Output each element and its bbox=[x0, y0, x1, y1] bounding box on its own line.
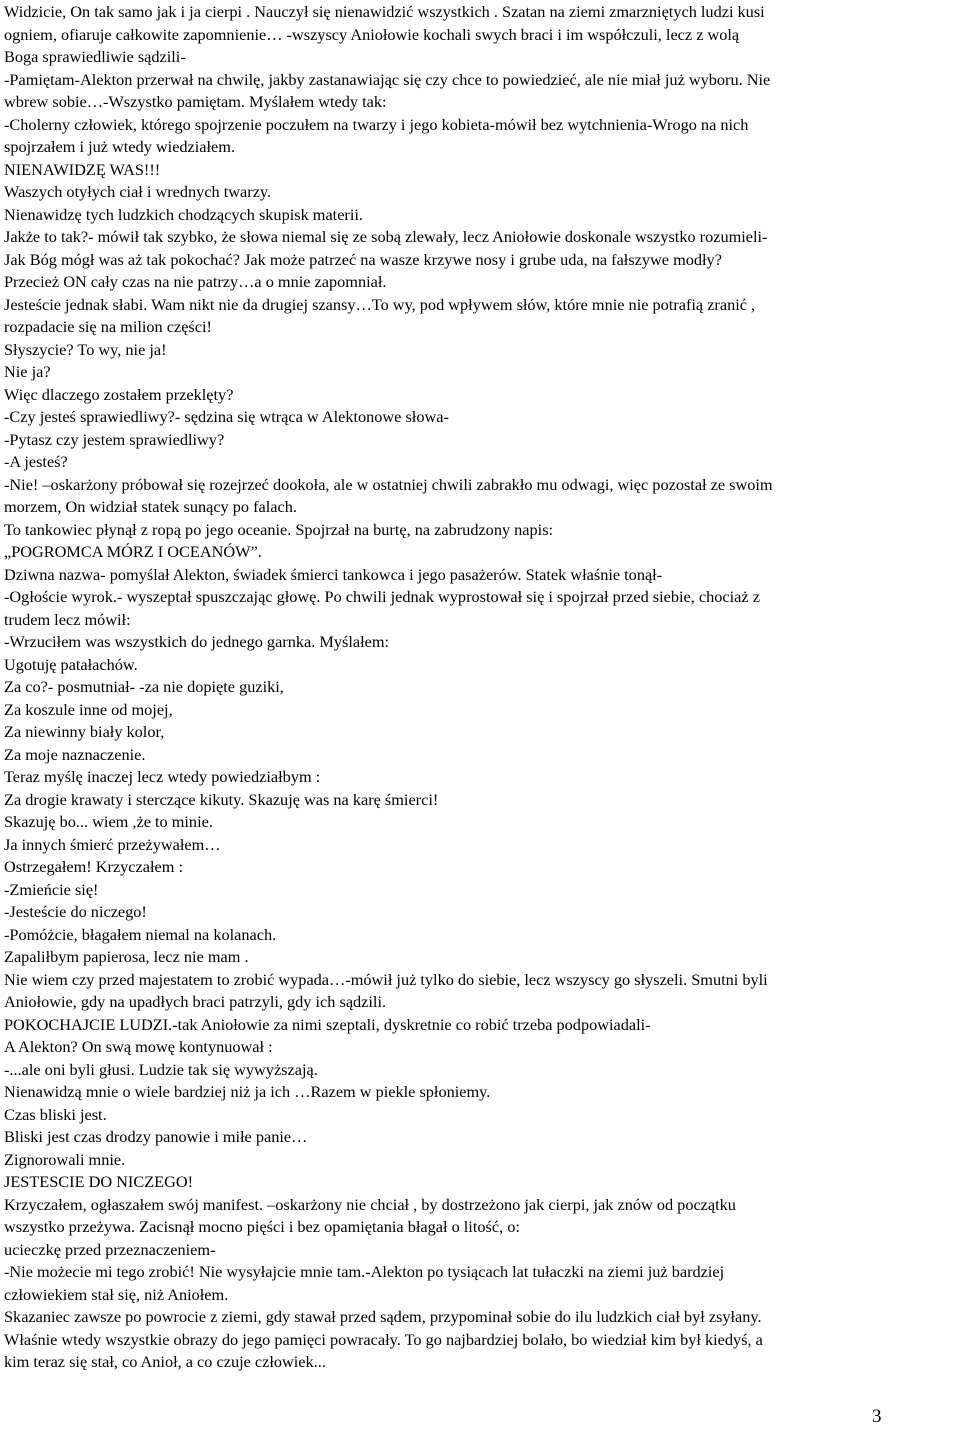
text-line: Nie wiem czy przed majestatem to zrobić wypada…-mówił już tylko do siebie, lecz wszyscy go słyszeli. Smutni byli bbox=[4, 969, 768, 989]
text-line: Za co?- posmutniał- -za nie dopięte guziki, bbox=[4, 677, 284, 696]
text-line: Jak Bóg mógł was aż tak pokochać? Jak może patrzeć na wasze krzywe nosy i grube uda, na fałszywe modły? bbox=[4, 249, 722, 269]
text-line: Jakże to tak?- mówił tak szybko, że słowa niemal się ze sobą zlewały, lecz Aniołowie doskonale wszystko rozumieli- bbox=[4, 227, 768, 246]
text-line: Za niewinny biały kolor, bbox=[4, 722, 165, 741]
text-line: Nienawidzą mnie o wiele bardziej niż ja ich …Razem w piekle spłoniemy. bbox=[4, 1082, 491, 1101]
text-line: Słyszycie? To wy, nie ja! bbox=[4, 339, 167, 359]
text-line: Czas bliski jest. bbox=[4, 1104, 107, 1124]
text-line: Nienawidzę tych ludzkich chodzących skupisk materii. bbox=[4, 204, 363, 224]
text-line: Nie ja? bbox=[4, 362, 51, 381]
text-line: morzem, On widział statek sunący po falach. bbox=[4, 497, 297, 516]
text-line: -Pamiętam-Alekton przerwał na chwilę, jakby zastanawiając się czy chce to powiedzieć, ale nie miał już wyboru. Nie bbox=[4, 69, 771, 89]
text-line: Dziwna nazwa- pomyślał Alekton, świadek śmierci tankowca i jego pasażerów. Statek właśnie tonął- bbox=[4, 564, 663, 584]
text-line: Widzicie, On tak samo jak i ja cierpi . Nauczył się nienawidzić wszystkich . Szatan na ziemi zmarzniętych ludzi kusi bbox=[4, 2, 765, 21]
text-line: Aniołowie, gdy na upadłych braci patrzyli, gdy ich sądzili. bbox=[4, 992, 387, 1011]
text-line: Właśnie wtedy wszystkie obrazy do jego pamięci powracały. To go najbardziej bolało, bo wiedział kim był kiedyś, a bbox=[4, 1329, 763, 1349]
text-line: rozpadacie się na milion części! bbox=[4, 317, 212, 336]
text-line: -...ale oni byli głusi. Ludzie tak się wywyższają. bbox=[4, 1059, 318, 1079]
text-line: Ja innych śmierć przeżywałem… bbox=[4, 834, 221, 854]
text-line: -Cholerny człowiek, którego spojrzenie poczułem na twarzy i jego kobieta-mówił bez wytchnienia-Wrogo na nich bbox=[4, 114, 749, 134]
document-body bbox=[4, 1, 960, 1374]
text-line: Ostrzegałem! Krzyczałem : bbox=[4, 857, 183, 876]
text-line: Zapaliłbym papierosa, lecz nie mam . bbox=[4, 947, 249, 966]
text-line: wszystko przeżywa. Zacisnął mocno pięści i bez opamiętania błagał o litość, o: bbox=[4, 1217, 520, 1236]
text-line: Przecież ON cały czas na nie patrzy…a o mnie zapomniał. bbox=[4, 272, 387, 291]
text-line: -Pytasz czy jestem sprawiedliwy? bbox=[4, 429, 225, 449]
text-line: kim teraz się stał, co Anioł, a co czuje człowiek... bbox=[4, 1352, 326, 1371]
text-line: Skazaniec zawsze po powrocie z ziemi, gdy stawał przed sądem, przypominał sobie do ilu ludzkich ciał był zsyłany. bbox=[4, 1307, 762, 1326]
text-line: JESTESCIE DO NICZEGO! bbox=[4, 1172, 194, 1191]
text-line: spojrzałem i już wtedy wiedziałem. bbox=[4, 137, 236, 156]
text-line: -Czy jesteś sprawiedliwy?- sędzina się wtrąca w Alektonowe słowa- bbox=[4, 407, 449, 426]
text-line: -Wrzuciłem was wszystkich do jednego garnka. Myślałem: bbox=[4, 632, 390, 651]
text-line: -Nie możecie mi tego zrobić! Nie wysyłajcie mnie tam.-Alekton po tysiącach lat tułaczki na ziemi już bardziej bbox=[4, 1262, 725, 1281]
text-line: NIENAWIDZĘ WAS!!! bbox=[4, 159, 161, 179]
text-line: Boga sprawiedliwie sądzili- bbox=[4, 47, 186, 66]
text-line: -Pomóżcie, błagałem niemal na kolanach. bbox=[4, 924, 277, 944]
text-line: A Alekton? On swą mowę kontynuował : bbox=[4, 1037, 273, 1056]
text-line: ogniem, ofiaruje całkowite zapomnienie… -wszyscy Aniołowie kochali swych braci i im współczuli, lecz z wolą bbox=[4, 24, 740, 44]
text-line: człowiekiem stał się, niż Aniołem. bbox=[4, 1284, 229, 1304]
text-line: Teraz myślę inaczej lecz wtedy powiedziałbym : bbox=[4, 767, 321, 786]
text-line: -Jesteście do niczego! bbox=[4, 902, 147, 921]
text-line: Za drogie krawaty i sterczące kikuty. Skazuję was na karę śmierci! bbox=[4, 789, 439, 809]
text-line: Jesteście jednak słabi. Wam nikt nie da drugiej szansy…To wy, pod wpływem słów, które mnie nie potrafią zranić , bbox=[4, 294, 756, 314]
text-line: Ugotuję patałachów. bbox=[4, 654, 138, 674]
text-line: „POGROMCA MÓRZ I OCEANÓW”. bbox=[4, 542, 262, 561]
text-line: POKOCHAJCIE LUDZI.-tak Aniołowie za nimi szeptali, dyskretnie co robić trzeba podpowiadali- bbox=[4, 1014, 651, 1034]
text-line: trudem lecz mówił: bbox=[4, 609, 131, 629]
text-line: Za koszule inne od mojej, bbox=[4, 699, 173, 719]
text-line: -Zmieńcie się! bbox=[4, 879, 99, 899]
page-number: 3 bbox=[872, 1406, 882, 1427]
text-line: -A jesteś? bbox=[4, 452, 68, 471]
text-line: Zignorowali mnie. bbox=[4, 1149, 126, 1169]
text-line: Krzyczałem, ogłaszałem swój manifest. –oskarżony nie chciał , by dostrzeżono jak cierpi, jak znów od początku bbox=[4, 1194, 736, 1214]
text-line: Więc dlaczego zostałem przeklęty? bbox=[4, 384, 234, 404]
text-line: -Ogłoście wyrok.- wyszeptał spuszczając głowę. Po chwili jednak wyprostował się i spojrzał przed siebie, chociaż z bbox=[4, 587, 760, 606]
text-line: Bliski jest czas drodzy panowie i miłe panie… bbox=[4, 1127, 308, 1146]
text-line: Za moje naznaczenie. bbox=[4, 744, 146, 764]
text-line: -Nie! –oskarżony próbował się rozejrzeć dookoła, ale w ostatniej chwili zabrakło mu odwagi, więc pozostał ze swoim bbox=[4, 474, 773, 494]
text-line: Skazuję bo... wiem ,że to minie. bbox=[4, 812, 213, 831]
text-line: Waszych otyłych ciał i wrednych twarzy. bbox=[4, 182, 272, 201]
text-line: wbrew sobie…-Wszystko pamiętam. Myślałem wtedy tak: bbox=[4, 92, 387, 111]
text-line: ucieczkę przed przeznaczeniem- bbox=[4, 1239, 216, 1259]
text-line: To tankowiec płynął z ropą po jego oceanie. Spojrzał na burtę, na zabrudzony napis: bbox=[4, 519, 554, 539]
